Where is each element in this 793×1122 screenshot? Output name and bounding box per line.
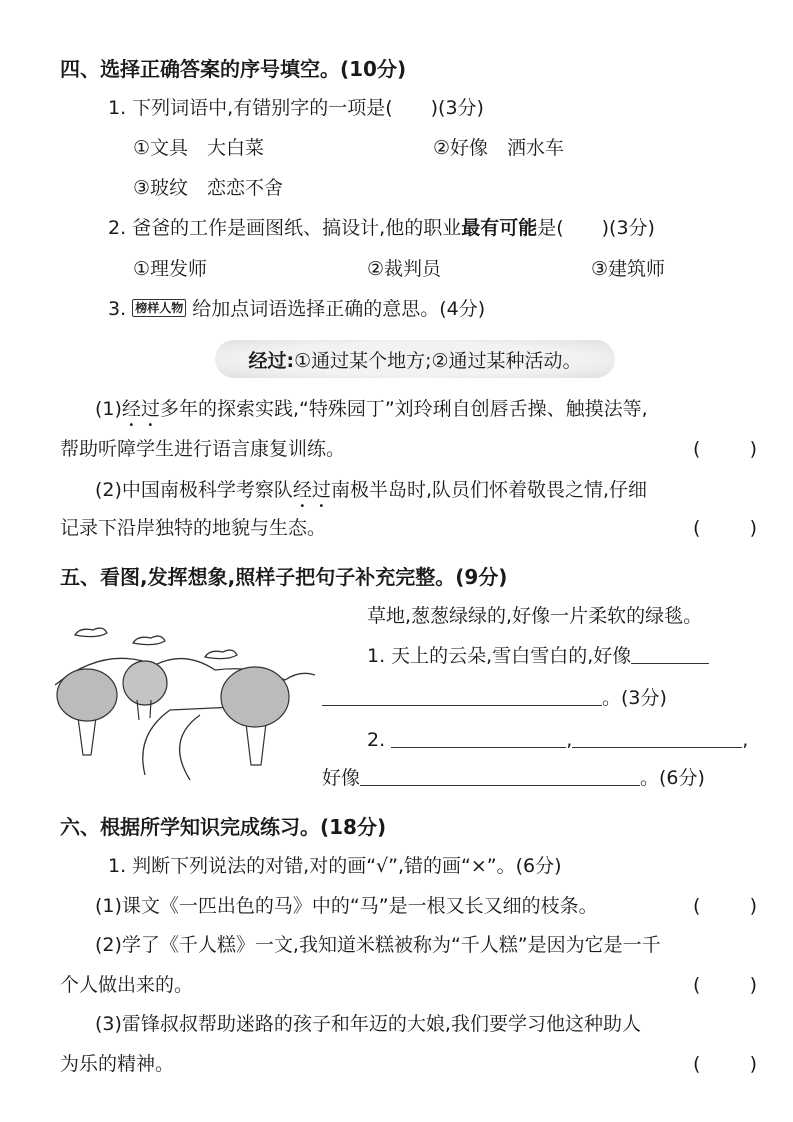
answer-blank[interactable]	[322, 685, 602, 706]
section-4-title: 四、选择正确答案的序号填空。(10分)	[60, 57, 407, 81]
emphasized-word: 经过	[292, 479, 331, 501]
paren-open: (	[693, 974, 701, 996]
s5-q2-end: 。(6分)	[640, 767, 705, 789]
comma: ,	[566, 729, 573, 751]
answer-parens[interactable]	[693, 972, 757, 998]
q3-item-2	[95, 477, 647, 512]
q2-option-1: ①理发师	[133, 258, 208, 280]
s5-q2-line2	[322, 765, 705, 791]
s6-q1: 1. 判断下列说法的对错,对的画“√”,错的画“×”。(6分)	[108, 855, 562, 877]
paren-open: (	[693, 1053, 701, 1075]
cloud-icon	[75, 628, 107, 637]
q2-prompt	[108, 215, 655, 241]
definition-text: ①通过某个地方;②通过某种活动。	[294, 349, 582, 372]
item-pre: (1)	[95, 398, 122, 420]
s6-item-1: (1)课文《一匹出色的马》中的“马”是一根又长又细的枝条。	[95, 895, 598, 917]
paren-open: (	[693, 438, 701, 460]
landscape-illustration	[55, 615, 315, 780]
emphasized-word: 经过	[121, 398, 160, 420]
q3-item-2-line2: 记录下沿岸独特的地貌与生态。	[60, 517, 327, 539]
paren-close: )	[749, 974, 757, 996]
example-sentence: 草地,葱葱绿绿的,好像一片柔软的绿毯。	[367, 605, 703, 627]
q1-prompt: 1. 下列词语中,有错别字的一项是( )(3分)	[108, 97, 484, 119]
q3-item-1	[95, 396, 648, 431]
paren-close: )	[749, 1053, 757, 1075]
q1-option-1: ①文具 大白菜	[133, 137, 265, 159]
q2-option-2: ②裁判员	[367, 258, 442, 280]
s6-item-3: (3)雷锋叔叔帮助迷路的孩子和年迈的大娘,我们要学习他这种助人	[95, 1013, 641, 1035]
comma: ,	[742, 729, 749, 751]
cloud-icon	[133, 636, 165, 645]
answer-blank[interactable]	[391, 727, 566, 748]
cloud-icon	[205, 650, 237, 659]
paren-open: (	[693, 895, 701, 917]
q3-item-1-line2: 帮助听障学生进行语言康复训练。	[60, 438, 346, 460]
answer-blank[interactable]	[572, 727, 742, 748]
paren-open: (	[693, 517, 701, 539]
item-post: 多年的探索实践,“特殊园丁”刘玲琍自创唇舌操、触摸法等,	[159, 398, 648, 420]
answer-blank[interactable]	[631, 643, 709, 664]
answer-blank[interactable]	[360, 765, 640, 786]
answer-parens[interactable]	[693, 436, 757, 462]
s5-q1-end: 。(3分)	[602, 687, 667, 709]
s5-q1-text: 1. 天上的云朵,雪白雪白的,好像	[367, 645, 632, 667]
s5-q1-line2	[322, 685, 667, 711]
answer-parens[interactable]	[693, 1051, 757, 1077]
answer-parens[interactable]	[693, 893, 757, 919]
s6-item-3-line2: 为乐的精神。	[60, 1053, 175, 1075]
tag-role-model: 榜样人物	[132, 299, 186, 317]
paren-close: )	[749, 438, 757, 460]
river	[143, 707, 235, 780]
definition-box	[215, 340, 615, 378]
section-6-title: 六、根据所学知识完成练习。(18分)	[60, 815, 387, 839]
section-5-title: 五、看图,发挥想象,照样子把句子补充完整。(9分)	[60, 565, 508, 589]
q3-prompt	[108, 296, 485, 322]
s6-item-2: (2)学了《千人糕》一文,我知道米糕被称为“千人糕”是因为它是一千	[95, 934, 661, 956]
q2-text-end: 是( )(3分)	[537, 217, 655, 239]
tree-icon	[57, 661, 289, 765]
s5-q1	[367, 643, 709, 669]
answer-parens[interactable]	[693, 515, 757, 541]
s6-item-2-line2: 个人做出来的。	[60, 974, 194, 996]
item-post: 南极半岛时,队员们怀着敬畏之情,仔细	[330, 479, 648, 501]
definition-term: 经过:	[248, 349, 295, 372]
q1-option-3: ③玻纹 恋恋不舍	[133, 177, 284, 199]
q2-text: 2. 爸爸的工作是画图纸、搞设计,他的职业	[108, 217, 462, 239]
q2-option-3: ③建筑师	[591, 258, 666, 280]
q2-bold: 最有可能	[461, 217, 538, 239]
q1-option-2: ②好像 洒水车	[433, 137, 565, 159]
s5-q2-num: 2.	[367, 729, 386, 751]
item-pre: (2)中国南极科学考察队	[95, 479, 293, 501]
q3-num: 3.	[108, 298, 127, 320]
s5-q2	[367, 727, 748, 753]
s5-q2-prefix: 好像	[322, 767, 361, 789]
paren-close: )	[749, 517, 757, 539]
paren-close: )	[749, 895, 757, 917]
q3-text: 给加点词语选择正确的意思。(4分)	[192, 298, 486, 320]
